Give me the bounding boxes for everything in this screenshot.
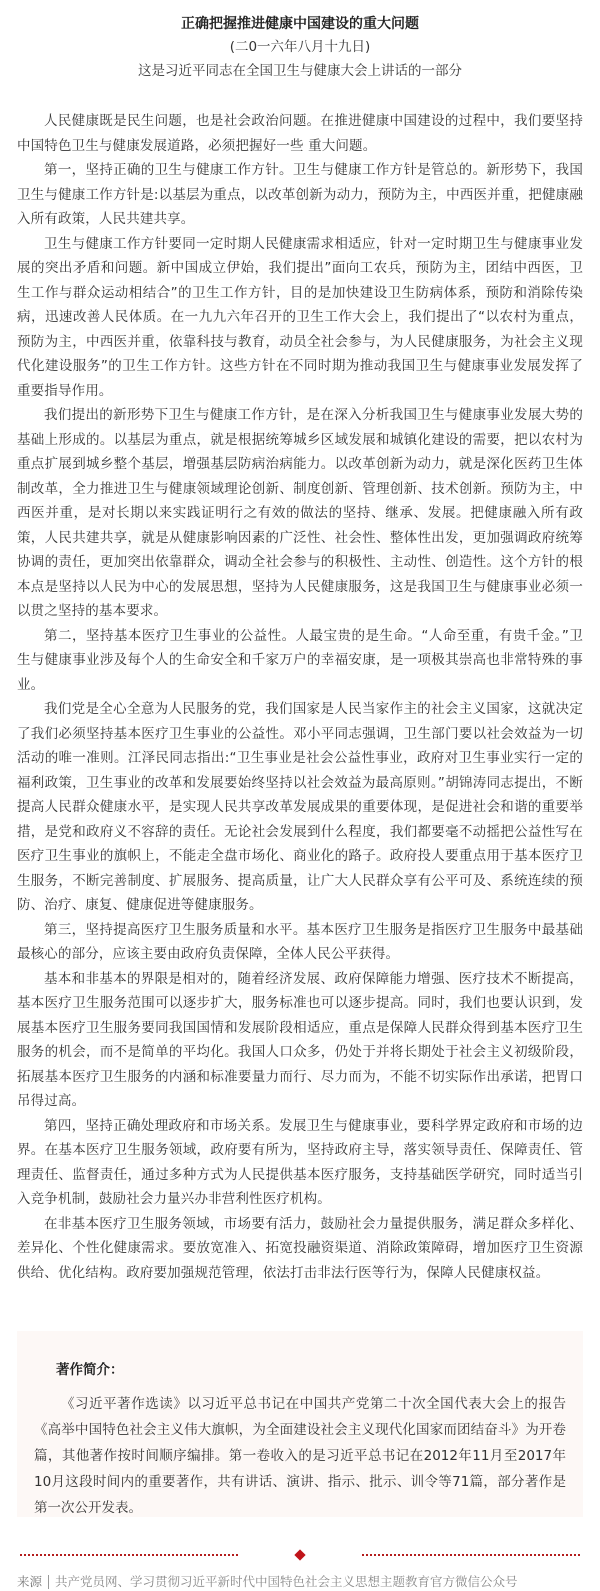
article-body — [17, 109, 583, 1285]
article-date: (二0一六年八月十九日) — [229, 39, 371, 55]
paragraph: 基本和非基本的界限是相对的，随着经济发展、政府保障能力增强、医疗技术不断提高，基本医疗卫生服务范围可以逐步扩大，服务标准也可以逐步提高。同时，我们也要认识到，发展基本医疗卫生服务要同我国国情和发展阶段相适应，重点是保障人民群众得到基本医疗卫生服务的机会，而不是简单的平均化。我国人口众多，仍处于并将长期处于社会主义初级阶段，拓展基本医疗卫生服务的内涵和标准要量力而行、尽力而为，不能不切实际作出承诺，把胃口吊得过高。 — [17, 970, 583, 1109]
book-intro-box — [17, 1331, 583, 1517]
paragraph: 第三，坚持提高医疗卫生服务质量和水平。基本医疗卫生服务是指医疗卫生服务中最基础最核心的部分，应该主要由政府负责保障，全体人民公平获得。 — [17, 921, 583, 962]
paragraph: 卫生与健康工作方针要同一定时期人民健康需求相适应，针对一定时期卫生与健康事业发展的突出矛盾和问题。新中国成立伊始，我们提出”面向工农兵，预防为主，团结中西医，卫生工作与群众运动相结合”的卫生工作方针，目的是加快建设卫生防病体系，预防和消除传染病，迅速改善人民体质。在一九九六年召开的卫生工作大会上，我们提出了“以农村为重点，预防为主，中西医并重，依靠科技与教育，动员全社会参与，为人民健康服务，为社会主义现代化建设服务”的卫生工作方针。这些方针在不同时期为推动我国卫生与健康事业发展发挥了重要指导作用。 — [17, 235, 583, 399]
paragraph: 在非基本医疗卫生服务领域，市场要有活力，鼓励社会力量提供服务，满足群众多样化、差异化、个性化健康需求。要放宽准入、拓宽投融资渠道、消除政策障碍，增加医疗卫生资源供给、优化结构。政府要加强规范管理，依法打击非法行医等行为，保障人民健康权益。 — [17, 1215, 583, 1281]
paragraph: 我们提出的新形势下卫生与健康工作方针，是在深入分析我国卫生与健康事业发展大势的基础上形成的。以基层为重点，就是根据统筹城乡区域发展和城镇化建设的需要，把以农村为重点扩展到城乡整个基层，增强基层防病治病能力。以改革创新为动力，就是深化医药卫生体制改革，全力推进卫生与健康领域理论创新、制度创新、管理创新、技术创新。预防为主，中西医并重，是对长期以来实践证明行之有效的做法的坚持、继承、发展。把健康融入所有政策，人民共建共享，就是从健康影响因素的广泛性、社会性、整体性出发，更加强调政府统筹协调的责任，更加突出依靠群众，调动全社会参与的积极性、主动性、创造性。这个方针的根本点是坚持以人民为中心的发展思想，坚持为人民健康服务，这是我国卫生与健康事业必须一以贯之坚持的基本要求。 — [17, 407, 583, 619]
source-text: 共产党员网、学习贯彻习近平新时代中国特色社会主义思想主题教育官方微信公众号 — [55, 1574, 518, 1589]
footer-divider — [20, 1550, 580, 1560]
paragraph: 人民健康既是民生问题，也是社会政治问题。在推进健康中国建设的过程中，我们要坚持中国特色卫生与健康发展道路，必须把握好一些 重大问题。 — [17, 113, 583, 154]
diamond-icon — [294, 1549, 305, 1560]
divider-line-right — [362, 1554, 580, 1557]
source-label: 来源 — [17, 1574, 43, 1589]
article-note: 这是习近平同志在全国卫生与健康大会上讲话的一部分 — [138, 63, 462, 79]
paragraph: 第四，坚持正确处理政府和市场关系。发展卫生与健康事业，要科学界定政府和市场的边界。在基本医疗卫生服务领域，政府要有所为，坚持政府主导，落实领导责任、保障责任、管理责任、监督责任，通过多种方式为人民提供基本医疗服务，支持基础医学研究，同时适当引入竞争机制，鼓励社会力量兴办非营利性医疗机构。 — [17, 1117, 583, 1207]
source-separator — [48, 1575, 49, 1589]
source-line — [17, 1573, 583, 1591]
paragraph: 第一，坚持正确的卫生与健康工作方针。卫生与健康工作方针是管总的。新形势下，我国卫生与健康工作方针是:以基层为重点，以改革创新为动力，预防为主，中西医并重，把健康融入所有政策，人民共建共享。 — [17, 162, 583, 227]
book-intro-text: 《习近平著作选读》以习近平总书记在中国共产党第二十次全国代表大会上的报告《高举中国特色社会主义伟大旗帜，为全面建设社会主义现代化国家而团结奋斗》为开卷篇，其他著作按时间顺序编排。第一卷收入的是习近平总书记在2012年11月至2017年10月这段时间内的重要著作，共有讲话、演讲、指示、批示、训令等71篇，部分著作是第一次公开发表。 — [34, 1396, 566, 1516]
paragraph: 第二，坚持基本医疗卫生事业的公益性。人最宝贵的是生命。“人命至重，有贵千金。”卫生与健康事业涉及每个人的生命安全和千家万户的幸福安康，是一项极其崇高也非常特殊的事业。 — [17, 627, 583, 693]
paragraph: 我们党是全心全意为人民服务的党，我们国家是人民当家作主的社会主义国家，这就决定了我们必须坚持基本医疗卫生事业的公益性。邓小平同志强调，卫生部门要以社会效益为一切活动的唯一准则。江泽民同志指出:“卫生事业是社会公益性事业，政府对卫生事业实行一定的福利政策，卫生事业的改革和发展要始终坚持以社会效益为最高原则。”胡锦涛同志提出，不断提高人民群众健康水平，是实现人民共享改革发展成果的重要体现，是促进社会和谐的重要举措，是党和政府义不容辞的责任。无论社会发展到什么程度，我们都要毫不动摇把公益性写在医疗卫生事业的旗帜上，不能走全盘市场化、商业化的路子。政府投人要重点用于基本医疗卫生服务，不断完善制度、扩展服务、提高质量，让广大人民群众享有公平可及、系统连续的预防、治疗、康复、健康促进等健康服务。 — [17, 701, 583, 913]
divider-line-left — [20, 1554, 238, 1557]
book-intro-heading: 著作简介： — [56, 1362, 124, 1378]
article-title: 正确把握推进健康中国建设的重大问题 — [181, 16, 419, 32]
